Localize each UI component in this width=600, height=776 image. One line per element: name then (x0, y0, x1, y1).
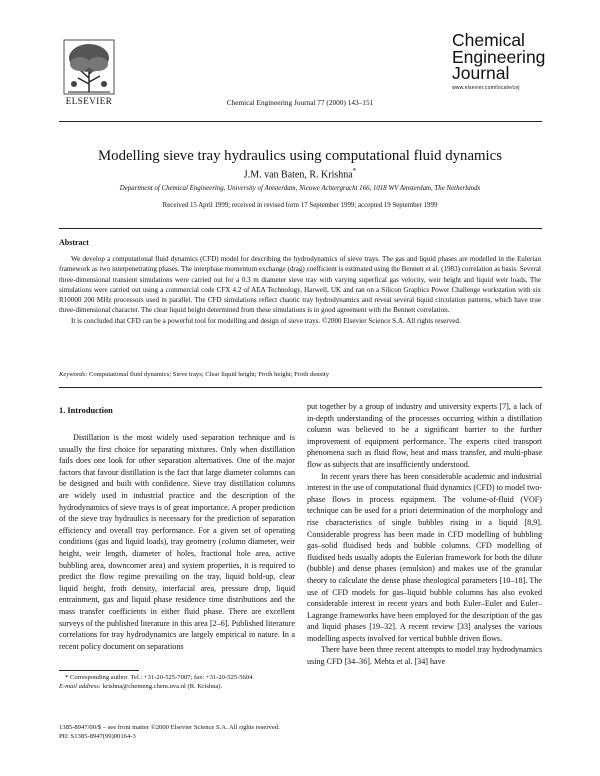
body-paragraph: Distillation is the most widely used separation technique and is usually the first choice for separating mixtures. Only when distillation fails does one look for other separation alternatives. One of the major factors that favour distillation is the fact that large diameter columns can be designed and built with confidence. Sieve tray distillation columns are widely used in industrial practice and the description of the hydrodynamics of sieve trays is of great importance. A proper prediction of the sieve tray hydraulics is necessary for the prediction of separation efficiency and overall tray performance. For a given set of operating conditions (gas and liquid loads), tray geometry (column diameter, weir height, weir length, diameter of holes, fractional hole area, active bubbling area, downcomer area) and system properties, it is required to predict the flow regime prevailing on the tray, liquid hold-up, clear liquid height, froth density, interfacial area, pressure drop, liquid entrainment, gas and liquid phase residence time distributions and the mass transfer coefficients in either fluid phase. There are excellent surveys of the published literature in this area [2–6]. Published literature correlations for tray hydrodynamics are largely empirical in nature. In a recent policy document on separations (59, 433, 295, 651)
journal-logo (452, 32, 562, 91)
abstract-heading: Abstract (59, 238, 89, 247)
abstract-paragraph: It is concluded that CFD can be a powerful tool for modelling and design of sieve trays. ©2000 Elsevier Science S.A. All rights reserved. (71, 316, 461, 325)
right-column (307, 401, 542, 668)
abstract-paragraph: We develop a computational fluid dynamics (CFD) model for describing the hydrodynamics of sieve trays. The gas and liquid phases are modelled in the Eulerian framework as two interpenetrating phases. The interphase momentum exchange (drag) coefficient is estimated using the Bennett et al. (1983) correlation as basis. Several three-dimensional transient simulations were carried out for a 0.3 m diameter sieve tray with varying superfical gas velocity, weir height and liquid weir loads. The simulations were carried out using a commercial code CFX 4.2 of AEA Technology, Harwell, UK and ran on a Silicon Graphics Power Challenge workstation with six R10000 200 MHz processors used in parallel. The CFD simulations reflect chaotic tray hydrodynamics and reveal several liquid circulation patterns, which have true three-dimensional character. The clear liquid height determined from these simulations is in good agreement with the Bennett correlation. (59, 255, 541, 315)
body-paragraph: In recent years there has been considerable academic and industrial interest in the use of computational fluid dynamics (CFD) to model two-phase flows in process equipment. The volume-of-fluid (VOF) technique can be used for a priori determination of the morphology and rise characteristics of single bubbles rising in a liquid [8,9]. Considerable progress has been made in CFD modelling of bubbling gas–solid fluidised beds and bubble columns. CFD modelling of fluidised beds usually adopts the Eulerian framework for both the dilute (bubble) and dense phases (emulsion) and makes use of the granular theory to calculate the dense phase rheological parameters [10–18]. The use of CFD models for gas–liquid bubble columns has also evoked considerable interest in recent years and both Euler–Euler and Euler–Lagrange frameworks have been employed for the description of the gas and liquid phases [19–32]. A recent review [33] analyses the various modelling aspects involved for vertical bubble driven flows. (307, 471, 542, 643)
abstract-body (59, 254, 541, 326)
journal-logo-line: Engineering (452, 46, 546, 67)
corresponding-author-mark: * (352, 167, 357, 175)
body-paragraph: There have been three recent attempts to model tray hydrodynamics using CFD [34–36]. Mehta et al. [34] have (307, 645, 542, 667)
email-label: E-mail address: (59, 682, 102, 690)
abstract-top-rule (59, 228, 542, 229)
keywords-text: Computational fluid dynamics; Sieve trays; Clear liquid height; Froth height; Froth density (88, 371, 330, 378)
pii-line: PII: S1385-8947(99)00164-3 (59, 732, 136, 740)
journal-logo-line: Journal (452, 63, 510, 83)
header-divider (59, 121, 542, 122)
left-column (59, 432, 295, 652)
body-paragraph: put together by a group of industry and university experts [7], a lack of in-depth understanding of the processes occurring within a distillation column was believed to be a significant barrier to the further improvement of equipment performance. The experts cited transport phenomena such as fluid flow, heat and mass transfer, and multi-phase flow as subjects that are insufficiently understood. (307, 402, 542, 469)
corresponding-author-note: * Corresponding author. Tel.: +31-20-525-7007; fax: +31-20-525-5604. (65, 674, 255, 681)
journal-logo-line: Chemical (452, 30, 525, 50)
front-matter-line: 1385-8947/00/$ – see front matter ©2000 Elsevier Science S.A. All rights reserved. (59, 724, 280, 731)
keywords-label: Keywords: (59, 371, 88, 378)
publisher-name: ELSEVIER (65, 96, 113, 106)
journal-reference: Chemical Engineering Journal 77 (2000) 143–151 (226, 98, 374, 107)
author-list (40, 167, 560, 180)
authors-text: J.M. van Baten, R. Krishna (243, 169, 353, 181)
email-line (59, 683, 295, 692)
email-address: krishna@chemeng.chem.uva.nl (R. Krishna). (102, 682, 223, 690)
copyright-footer (59, 724, 359, 741)
journal-logo-url: www.elsevier.com/locate/cej (452, 84, 520, 91)
footnote (59, 674, 295, 691)
keywords (59, 371, 541, 378)
abstract-bottom-rule (59, 387, 542, 388)
footnote-rule (59, 670, 139, 671)
section-heading-introduction: 1. Introduction (59, 406, 113, 415)
affiliation: Department of Chemical Engineering, University of Amsterdam, Nieuwe Achtergracht 166, 1018 WV Amsterdam, The Netherlands (119, 185, 481, 192)
paper-title: Modelling sieve tray hydraulics using computational fluid dynamics (98, 148, 502, 164)
received-dates: Received 15 April 1999; received in revised form 17 September 1999; accepted 19 September 1999 (162, 202, 438, 209)
